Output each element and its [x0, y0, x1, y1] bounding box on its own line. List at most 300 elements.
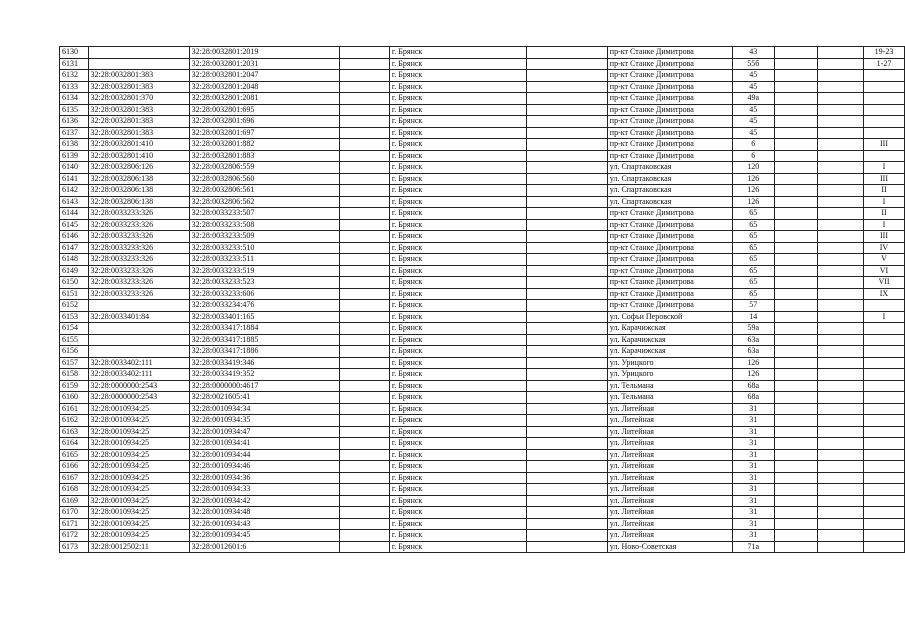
blank-cell	[774, 231, 817, 243]
record-number: 6136	[60, 116, 89, 128]
house-number: 31	[732, 472, 774, 484]
blank-cell	[339, 311, 389, 323]
city: г. Брянск	[389, 219, 526, 231]
room-number: II	[864, 185, 905, 197]
source-cadastral-number: 32:28:0010934:25	[88, 484, 189, 496]
city: г. Брянск	[389, 47, 526, 59]
city: г. Брянск	[389, 93, 526, 105]
house-number: 49а	[732, 93, 774, 105]
blank-cell	[526, 415, 607, 427]
record-number: 6159	[60, 380, 89, 392]
house-number: 126	[732, 369, 774, 381]
blank-cell	[817, 472, 863, 484]
street: пр-кт Станке Димитрова	[607, 231, 732, 243]
blank-cell	[817, 254, 863, 266]
blank-cell	[817, 300, 863, 312]
source-cadastral-number: 32:28:0010934:25	[88, 495, 189, 507]
street: ул. Спартаковская	[607, 196, 732, 208]
table-row	[60, 162, 905, 174]
house-number: 45	[732, 70, 774, 82]
blank-cell	[526, 495, 607, 507]
blank-cell	[817, 357, 863, 369]
record-number: 6170	[60, 507, 89, 519]
source-cadastral-number: 32:28:0032801:370	[88, 93, 189, 105]
blank-cell	[339, 254, 389, 266]
record-number: 6132	[60, 70, 89, 82]
city: г. Брянск	[389, 438, 526, 450]
blank-cell	[526, 47, 607, 59]
cadastral-number: 32:28:0032801:2019	[189, 47, 339, 59]
table-row	[60, 484, 905, 496]
street: ул. Карачижская	[607, 346, 732, 358]
street: ул. Литейная	[607, 530, 732, 542]
source-cadastral-number: 32:28:0010934:25	[88, 403, 189, 415]
blank-cell	[526, 265, 607, 277]
blank-cell	[339, 530, 389, 542]
blank-cell	[526, 311, 607, 323]
source-cadastral-number	[88, 47, 189, 59]
table-row	[60, 93, 905, 105]
blank-cell	[526, 116, 607, 128]
blank-cell	[526, 277, 607, 289]
record-number: 6163	[60, 426, 89, 438]
house-number: 31	[732, 495, 774, 507]
blank-cell	[526, 231, 607, 243]
table-row	[60, 277, 905, 289]
room-number	[864, 392, 905, 404]
blank-cell	[817, 58, 863, 70]
blank-cell	[817, 173, 863, 185]
source-cadastral-number: 32:28:0010934:25	[88, 415, 189, 427]
table-row	[60, 357, 905, 369]
record-number: 6144	[60, 208, 89, 220]
street: пр-кт Станке Димитрова	[607, 265, 732, 277]
table-row	[60, 380, 905, 392]
document-page	[59, 46, 905, 553]
room-number	[864, 495, 905, 507]
source-cadastral-number	[88, 346, 189, 358]
record-number: 6155	[60, 334, 89, 346]
blank-cell	[339, 81, 389, 93]
blank-cell	[817, 518, 863, 530]
cadastral-number: 32:28:0033417:1884	[189, 323, 339, 335]
city: г. Брянск	[389, 277, 526, 289]
blank-cell	[774, 323, 817, 335]
room-number: I	[864, 196, 905, 208]
room-number: I	[864, 219, 905, 231]
record-number: 6135	[60, 104, 89, 116]
blank-cell	[774, 484, 817, 496]
blank-cell	[817, 346, 863, 358]
room-number	[864, 415, 905, 427]
source-cadastral-number: 32:28:0010934:25	[88, 461, 189, 473]
room-number	[864, 104, 905, 116]
blank-cell	[339, 265, 389, 277]
blank-cell	[339, 104, 389, 116]
table-row	[60, 104, 905, 116]
blank-cell	[339, 357, 389, 369]
source-cadastral-number: 32:28:0033233:326	[88, 277, 189, 289]
city: г. Брянск	[389, 185, 526, 197]
blank-cell	[817, 162, 863, 174]
city: г. Брянск	[389, 139, 526, 151]
cadastral-number: 32:28:0010934:33	[189, 484, 339, 496]
source-cadastral-number: 32:28:0032801:383	[88, 116, 189, 128]
cadastral-number: 32:28:0010934:43	[189, 518, 339, 530]
city: г. Брянск	[389, 530, 526, 542]
table-row	[60, 369, 905, 381]
cadastral-number: 32:28:0032801:696	[189, 116, 339, 128]
house-number: 126	[732, 185, 774, 197]
blank-cell	[526, 518, 607, 530]
record-number: 6148	[60, 254, 89, 266]
table-row	[60, 70, 905, 82]
table-row	[60, 426, 905, 438]
street: ул. Карачижская	[607, 323, 732, 335]
room-number: VI	[864, 265, 905, 277]
blank-cell	[339, 93, 389, 105]
blank-cell	[339, 47, 389, 59]
street: ул. Спартаковская	[607, 162, 732, 174]
blank-cell	[526, 150, 607, 162]
blank-cell	[774, 162, 817, 174]
city: г. Брянск	[389, 449, 526, 461]
table-row	[60, 185, 905, 197]
blank-cell	[526, 323, 607, 335]
cadastral-number: 32:28:0012601:6	[189, 541, 339, 553]
blank-cell	[817, 323, 863, 335]
street: пр-кт Станке Димитрова	[607, 47, 732, 59]
room-number	[864, 472, 905, 484]
street: пр-кт Станке Димитрова	[607, 116, 732, 128]
cadastral-number: 32:28:0033401:165	[189, 311, 339, 323]
city: г. Брянск	[389, 104, 526, 116]
table-row	[60, 541, 905, 553]
blank-cell	[339, 231, 389, 243]
blank-cell	[774, 139, 817, 151]
table-row	[60, 196, 905, 208]
room-number: VII	[864, 277, 905, 289]
house-number: 45	[732, 81, 774, 93]
table-row	[60, 116, 905, 128]
blank-cell	[526, 173, 607, 185]
room-number	[864, 323, 905, 335]
blank-cell	[817, 449, 863, 461]
table-row	[60, 461, 905, 473]
street: пр-кт Станке Димитрова	[607, 208, 732, 220]
cadastral-number: 32:28:0032801:882	[189, 139, 339, 151]
source-cadastral-number: 32:28:0000000:2543	[88, 392, 189, 404]
cadastral-number: 32:28:0033233:508	[189, 219, 339, 231]
room-number	[864, 116, 905, 128]
blank-cell	[817, 116, 863, 128]
table-row	[60, 438, 905, 450]
source-cadastral-number: 32:28:0010934:25	[88, 507, 189, 519]
room-number	[864, 357, 905, 369]
blank-cell	[774, 311, 817, 323]
street: ул. Литейная	[607, 518, 732, 530]
record-number: 6166	[60, 461, 89, 473]
house-number: 65	[732, 254, 774, 266]
register-table	[59, 46, 905, 553]
record-number: 6142	[60, 185, 89, 197]
blank-cell	[526, 127, 607, 139]
blank-cell	[339, 369, 389, 381]
source-cadastral-number	[88, 334, 189, 346]
source-cadastral-number: 32:28:0032801:383	[88, 81, 189, 93]
blank-cell	[526, 139, 607, 151]
record-number: 6145	[60, 219, 89, 231]
blank-cell	[817, 415, 863, 427]
blank-cell	[774, 219, 817, 231]
cadastral-number: 32:28:0033233:509	[189, 231, 339, 243]
blank-cell	[817, 127, 863, 139]
house-number: 31	[732, 449, 774, 461]
record-number: 6169	[60, 495, 89, 507]
blank-cell	[817, 265, 863, 277]
record-number: 6131	[60, 58, 89, 70]
source-cadastral-number: 32:28:0033233:326	[88, 288, 189, 300]
cadastral-number: 32:28:0032801:2047	[189, 70, 339, 82]
blank-cell	[817, 334, 863, 346]
street: пр-кт Станке Димитрова	[607, 277, 732, 289]
street: ул. Литейная	[607, 415, 732, 427]
record-number: 6150	[60, 277, 89, 289]
street: ул. Литейная	[607, 495, 732, 507]
blank-cell	[817, 196, 863, 208]
source-cadastral-number	[88, 323, 189, 335]
source-cadastral-number: 32:28:0010934:25	[88, 449, 189, 461]
house-number: 65	[732, 242, 774, 254]
city: г. Брянск	[389, 254, 526, 266]
house-number: 65	[732, 265, 774, 277]
blank-cell	[526, 392, 607, 404]
table-row	[60, 208, 905, 220]
blank-cell	[774, 93, 817, 105]
source-cadastral-number: 32:28:0032801:383	[88, 70, 189, 82]
room-number	[864, 403, 905, 415]
city: г. Брянск	[389, 150, 526, 162]
blank-cell	[526, 208, 607, 220]
blank-cell	[526, 162, 607, 174]
record-number: 6162	[60, 415, 89, 427]
source-cadastral-number: 32:28:0032806:126	[88, 162, 189, 174]
cadastral-number: 32:28:0010934:44	[189, 449, 339, 461]
cadastral-number: 32:28:0021605:41	[189, 392, 339, 404]
street: пр-кт Станке Димитрова	[607, 254, 732, 266]
city: г. Брянск	[389, 392, 526, 404]
blank-cell	[817, 461, 863, 473]
street: ул. Литейная	[607, 484, 732, 496]
blank-cell	[526, 449, 607, 461]
street: ул. Спартаковская	[607, 173, 732, 185]
source-cadastral-number: 32:28:0012502:11	[88, 541, 189, 553]
blank-cell	[774, 277, 817, 289]
source-cadastral-number: 32:28:0033401:84	[88, 311, 189, 323]
blank-cell	[774, 81, 817, 93]
table-row	[60, 47, 905, 59]
blank-cell	[526, 369, 607, 381]
cadastral-number: 32:28:0010934:45	[189, 530, 339, 542]
table-row	[60, 150, 905, 162]
room-number	[864, 530, 905, 542]
cadastral-number: 32:28:0000000:4617	[189, 380, 339, 392]
room-number	[864, 70, 905, 82]
blank-cell	[817, 392, 863, 404]
cadastral-number: 32:28:0033417:1885	[189, 334, 339, 346]
blank-cell	[774, 541, 817, 553]
blank-cell	[526, 484, 607, 496]
room-number	[864, 93, 905, 105]
blank-cell	[774, 265, 817, 277]
blank-cell	[774, 58, 817, 70]
source-cadastral-number: 32:28:0033233:326	[88, 254, 189, 266]
blank-cell	[526, 334, 607, 346]
blank-cell	[817, 81, 863, 93]
blank-cell	[774, 254, 817, 266]
street: пр-кт Станке Димитрова	[607, 127, 732, 139]
room-number: I	[864, 162, 905, 174]
city: г. Брянск	[389, 426, 526, 438]
record-number: 6154	[60, 323, 89, 335]
house-number: 59а	[732, 323, 774, 335]
city: г. Брянск	[389, 162, 526, 174]
blank-cell	[817, 242, 863, 254]
house-number: 31	[732, 415, 774, 427]
street: пр-кт Станке Димитрова	[607, 58, 732, 70]
blank-cell	[526, 438, 607, 450]
table-row	[60, 346, 905, 358]
table-row	[60, 323, 905, 335]
blank-cell	[817, 484, 863, 496]
blank-cell	[774, 47, 817, 59]
blank-cell	[339, 300, 389, 312]
house-number: 65	[732, 231, 774, 243]
blank-cell	[339, 346, 389, 358]
source-cadastral-number: 32:28:0032801:410	[88, 139, 189, 151]
blank-cell	[339, 518, 389, 530]
room-number	[864, 438, 905, 450]
blank-cell	[526, 507, 607, 519]
blank-cell	[817, 288, 863, 300]
cadastral-number: 32:28:0010934:36	[189, 472, 339, 484]
table-row	[60, 334, 905, 346]
blank-cell	[339, 507, 389, 519]
city: г. Брянск	[389, 58, 526, 70]
city: г. Брянск	[389, 541, 526, 553]
source-cadastral-number: 32:28:0000000:2543	[88, 380, 189, 392]
city: г. Брянск	[389, 357, 526, 369]
street: пр-кт Станке Димитрова	[607, 300, 732, 312]
house-number: 31	[732, 403, 774, 415]
house-number: 31	[732, 484, 774, 496]
city: г. Брянск	[389, 196, 526, 208]
city: г. Брянск	[389, 369, 526, 381]
cadastral-number: 32:28:0033234:476	[189, 300, 339, 312]
room-number	[864, 300, 905, 312]
street: пр-кт Станке Димитрова	[607, 288, 732, 300]
blank-cell	[339, 116, 389, 128]
source-cadastral-number: 32:28:0033233:326	[88, 208, 189, 220]
blank-cell	[526, 196, 607, 208]
house-number: 120	[732, 162, 774, 174]
table-row	[60, 173, 905, 185]
street: ул. Литейная	[607, 472, 732, 484]
record-number: 6151	[60, 288, 89, 300]
table-row	[60, 449, 905, 461]
street: пр-кт Станке Димитрова	[607, 219, 732, 231]
city: г. Брянск	[389, 380, 526, 392]
source-cadastral-number: 32:28:0032801:383	[88, 127, 189, 139]
blank-cell	[526, 104, 607, 116]
blank-cell	[339, 472, 389, 484]
room-number	[864, 369, 905, 381]
cadastral-number: 32:28:0032801:2048	[189, 81, 339, 93]
record-number: 6133	[60, 81, 89, 93]
street: ул. Тельмана	[607, 380, 732, 392]
source-cadastral-number: 32:28:0033402:111	[88, 357, 189, 369]
city: г. Брянск	[389, 495, 526, 507]
cadastral-number: 32:28:0032806:559	[189, 162, 339, 174]
cadastral-number: 32:28:0010934:46	[189, 461, 339, 473]
blank-cell	[817, 70, 863, 82]
record-number: 6171	[60, 518, 89, 530]
blank-cell	[339, 495, 389, 507]
house-number: 6	[732, 139, 774, 151]
source-cadastral-number: 32:28:0032806:138	[88, 196, 189, 208]
blank-cell	[339, 323, 389, 335]
blank-cell	[774, 70, 817, 82]
blank-cell	[526, 530, 607, 542]
blank-cell	[774, 346, 817, 358]
room-number: IX	[864, 288, 905, 300]
house-number: 31	[732, 518, 774, 530]
record-number: 6160	[60, 392, 89, 404]
house-number: 45	[732, 116, 774, 128]
source-cadastral-number: 32:28:0033233:326	[88, 219, 189, 231]
source-cadastral-number: 32:28:0033233:326	[88, 265, 189, 277]
blank-cell	[526, 288, 607, 300]
blank-cell	[339, 392, 389, 404]
source-cadastral-number: 32:28:0010934:25	[88, 438, 189, 450]
blank-cell	[774, 116, 817, 128]
record-number: 6134	[60, 93, 89, 105]
room-number	[864, 507, 905, 519]
cadastral-number: 32:28:0033233:523	[189, 277, 339, 289]
source-cadastral-number: 32:28:0010934:25	[88, 530, 189, 542]
cadastral-number: 32:28:0032801:2081	[189, 93, 339, 105]
blank-cell	[526, 300, 607, 312]
record-number: 6140	[60, 162, 89, 174]
room-number	[864, 518, 905, 530]
blank-cell	[817, 380, 863, 392]
blank-cell	[526, 81, 607, 93]
record-number: 6165	[60, 449, 89, 461]
street: пр-кт Станке Димитрова	[607, 242, 732, 254]
table-row	[60, 288, 905, 300]
room-number	[864, 461, 905, 473]
cadastral-number: 32:28:0033419:352	[189, 369, 339, 381]
house-number: 71а	[732, 541, 774, 553]
city: г. Брянск	[389, 127, 526, 139]
house-number: 55б	[732, 58, 774, 70]
house-number: 126	[732, 357, 774, 369]
street: ул. Карачижская	[607, 334, 732, 346]
record-number: 6153	[60, 311, 89, 323]
cadastral-number: 32:28:0032801:697	[189, 127, 339, 139]
blank-cell	[339, 277, 389, 289]
blank-cell	[817, 311, 863, 323]
